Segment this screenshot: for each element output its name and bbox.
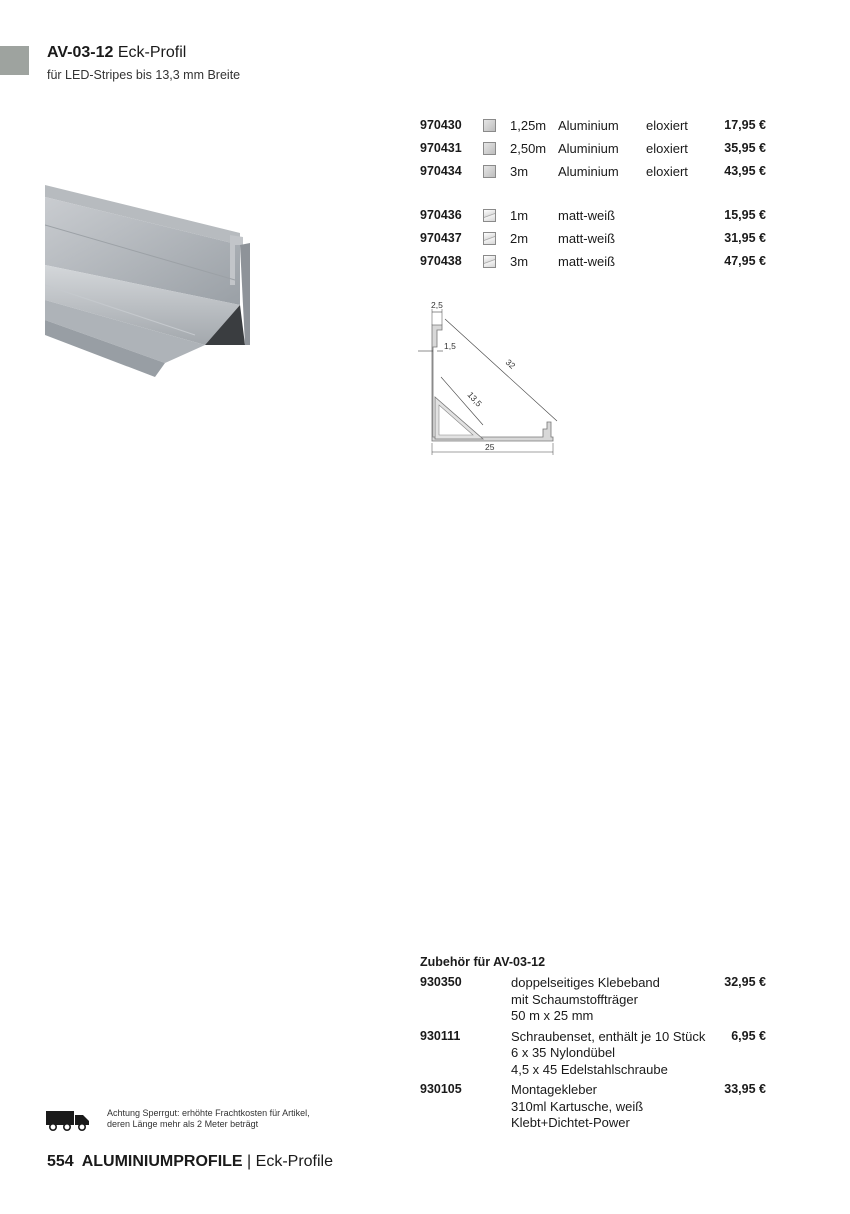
article-number: 970437 — [420, 231, 462, 245]
product-row — [420, 162, 770, 185]
price: 6,95 € — [731, 1028, 766, 1043]
dim-label-inner: 13,5 — [465, 389, 485, 409]
material: Aluminium — [558, 118, 619, 133]
page-subtitle: für LED-Stripes bis 13,3 mm Breite — [47, 68, 241, 82]
accessory-description — [511, 1082, 711, 1132]
notice-line: Achtung Sperrgut: erhöhte Frachtkosten für Artikel, — [107, 1108, 310, 1118]
product-row — [420, 116, 770, 139]
price: 32,95 € — [724, 975, 766, 989]
description-line: 6 x 35 Nylondübel — [511, 1045, 616, 1060]
description-line: Klebt+Dichtet-Power — [511, 1115, 630, 1130]
price: 43,95 € — [724, 164, 766, 178]
page-number: 554 — [47, 1153, 74, 1170]
article-number: 970436 — [420, 208, 462, 222]
material: matt-weiß — [558, 208, 616, 223]
section-color-tab — [0, 46, 29, 75]
article-number: 970431 — [420, 141, 462, 155]
accessory-item — [420, 1082, 770, 1132]
price: 17,95 € — [724, 118, 766, 132]
price: 47,95 € — [724, 254, 766, 268]
product-table — [420, 116, 770, 275]
material: Aluminium — [558, 164, 619, 179]
notice-line: deren Länge mehr als 2 Meter beträgt — [107, 1119, 259, 1129]
accessory-item — [420, 1029, 770, 1079]
dim-label-wall: 1,5 — [444, 341, 456, 351]
price: 33,95 € — [724, 1082, 766, 1096]
finish: eloxiert — [646, 141, 688, 156]
aluminium-swatch-icon — [483, 142, 496, 155]
article-number: 970438 — [420, 254, 462, 268]
model-number: AV-03-12 — [47, 44, 114, 61]
footer-separator: | — [247, 1153, 252, 1170]
model-name: Eck-Profil — [117, 44, 187, 61]
aluminium-swatch-icon — [483, 165, 496, 178]
description-line: 50 m x 25 mm — [511, 1008, 594, 1023]
article-number: 930111 — [420, 1028, 461, 1043]
article-number: 930105 — [420, 1082, 462, 1096]
description-line: mit Schaumstoffträger — [511, 991, 638, 1007]
bulky-goods-notice — [107, 1108, 310, 1130]
length: 3m — [510, 164, 529, 179]
aluminium-swatch-icon — [483, 119, 496, 132]
material: matt-weiß — [558, 254, 616, 269]
product-row — [420, 229, 770, 252]
price: 35,95 € — [724, 141, 766, 155]
matt-white-swatch-icon — [483, 232, 496, 245]
page-title — [47, 44, 186, 62]
description-line: Montagekleber — [511, 1082, 597, 1097]
description-line: doppelseitiges Klebeband — [511, 975, 660, 990]
finish: eloxiert — [646, 118, 688, 133]
matt-white-swatch-icon — [483, 255, 496, 268]
article-number: 930350 — [420, 975, 462, 989]
accessories-section — [420, 955, 770, 1136]
accessory-description — [511, 975, 711, 1025]
accessory-description — [511, 1029, 711, 1079]
length: 2m — [510, 231, 529, 246]
section-name: ALUMINIUMPROFILE — [81, 1153, 243, 1170]
product-row — [420, 252, 770, 275]
product-row — [420, 206, 770, 229]
finish: eloxiert — [646, 164, 688, 179]
article-number: 970430 — [420, 118, 462, 132]
material: matt-weiß — [558, 231, 616, 246]
article-number: 970434 — [420, 164, 462, 178]
matt-white-swatch-icon — [483, 209, 496, 222]
accessories-heading: Zubehör für AV-03-12 — [420, 955, 546, 969]
description-line: Schraubenset, enthält je 10 Stück — [511, 1028, 706, 1044]
description-line: 4,5 x 45 Edelstahlschraube — [511, 1061, 668, 1077]
profile-cross-section-drawing — [413, 297, 568, 457]
truck-icon — [46, 1109, 90, 1131]
length: 3m — [510, 254, 529, 269]
description-line: 310ml Kartusche, weiß — [511, 1098, 644, 1114]
page-footer — [47, 1153, 333, 1171]
length: 1,25m — [510, 118, 547, 133]
price: 31,95 € — [724, 231, 766, 245]
dim-label-hypotenuse: 32 — [503, 357, 518, 371]
length: 2,50m — [510, 141, 547, 156]
product-photo — [45, 185, 250, 380]
accessory-item — [420, 975, 770, 1025]
length: 1m — [510, 208, 529, 223]
subsection-name: Eck-Profile — [255, 1153, 333, 1170]
product-row — [420, 139, 770, 162]
price: 15,95 € — [724, 208, 766, 222]
material: Aluminium — [558, 141, 619, 156]
dim-label-top: 2,5 — [431, 300, 443, 310]
dim-label-base: 25 — [485, 442, 495, 452]
